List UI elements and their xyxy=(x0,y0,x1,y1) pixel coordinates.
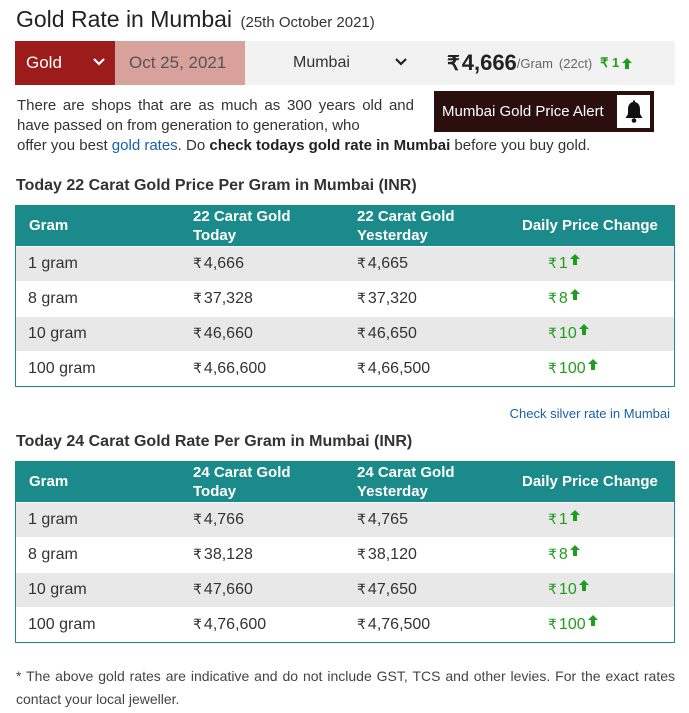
cell-yesterday xyxy=(357,255,408,273)
cell-today xyxy=(193,290,253,308)
cell-gram: 100 gram xyxy=(28,616,96,633)
date-picker[interactable] xyxy=(115,41,245,85)
cell-change-value: 10 xyxy=(558,325,577,342)
table22 xyxy=(15,205,675,387)
arrow-up-icon xyxy=(587,358,599,371)
intro-line-3 xyxy=(17,136,657,156)
cell-change-value: 8 xyxy=(558,546,568,563)
cell-change xyxy=(548,546,581,564)
price-alert-label: Mumbai Gold Price Alert xyxy=(442,103,604,120)
cell-today xyxy=(193,325,253,343)
silver-rate-link[interactable]: Check silver rate in Mumbai xyxy=(509,406,670,421)
cell-gram: 1 gram xyxy=(28,511,78,528)
cell-today xyxy=(193,616,266,634)
cell-change xyxy=(548,290,581,308)
current-rate-value: 4,666 xyxy=(461,50,517,75)
cell-gram: 8 gram xyxy=(28,290,78,307)
rupee-symbol: ₹ xyxy=(548,290,557,306)
cell-yesterday-value: 4,76,500 xyxy=(367,616,431,633)
header-today: 24 Carat Gold Today xyxy=(193,464,291,500)
rupee-symbol: ₹ xyxy=(357,616,366,632)
header-yesterday: 24 Carat Gold Yesterday xyxy=(357,464,455,500)
arrow-up-icon xyxy=(569,253,581,266)
cell-gram: 10 gram xyxy=(28,581,87,598)
current-rate-unit: /Gram xyxy=(516,55,553,71)
intro-text-4: before you buy gold. xyxy=(450,137,591,154)
table-row xyxy=(16,246,674,281)
gold-rates-link[interactable]: gold rates xyxy=(111,137,178,154)
cell-today xyxy=(193,255,244,273)
header-today: 22 Carat Gold Today xyxy=(193,208,291,244)
chevron-down-icon xyxy=(393,54,409,75)
cell-change xyxy=(548,325,590,343)
cell-today xyxy=(193,511,244,529)
city-select-value: Mumbai xyxy=(293,54,350,71)
rupee-symbol: ₹ xyxy=(357,511,366,527)
intro-text-3: . Do xyxy=(177,137,210,154)
rupee-symbol: ₹ xyxy=(193,255,202,271)
cell-today-value: 37,328 xyxy=(203,290,253,307)
rupee-symbol: ₹ xyxy=(193,616,202,632)
metal-select-value: Gold xyxy=(26,53,62,72)
cell-today xyxy=(193,360,266,378)
intro-bold-text: check todays gold rate in Mumbai xyxy=(209,137,451,154)
rupee-symbol: ₹ xyxy=(548,255,557,271)
arrow-up-icon xyxy=(569,288,581,301)
rupee-symbol: ₹ xyxy=(548,325,557,341)
rupee-symbol: ₹ xyxy=(193,546,202,562)
cell-change xyxy=(548,511,581,529)
cell-yesterday-value: 46,650 xyxy=(367,325,417,342)
table22-body xyxy=(16,246,674,386)
rupee-symbol: ₹ xyxy=(548,616,557,632)
rupee-symbol: ₹ xyxy=(193,360,202,376)
cell-yesterday-value: 4,765 xyxy=(367,511,408,528)
current-rate-carat: (22ct) xyxy=(558,55,593,71)
cell-change-value: 100 xyxy=(558,360,586,377)
cell-yesterday-value: 4,665 xyxy=(367,255,408,272)
table24 xyxy=(15,461,675,643)
header-change: Daily Price Change xyxy=(522,217,658,234)
cell-today-value: 4,666 xyxy=(203,255,244,272)
table-row xyxy=(16,537,674,572)
cell-yesterday-value: 47,650 xyxy=(367,581,417,598)
cell-yesterday-value: 38,120 xyxy=(367,546,417,563)
cell-today xyxy=(193,546,253,564)
header-gram: Gram xyxy=(29,473,69,490)
rupee-symbol: ₹ xyxy=(193,290,202,306)
intro-text-2: offer you best xyxy=(17,137,112,154)
cell-today-value: 4,76,600 xyxy=(203,616,267,633)
rupee-symbol: ₹ xyxy=(193,511,202,527)
cell-change-value: 100 xyxy=(558,616,586,633)
table24-body xyxy=(16,502,674,642)
table-header xyxy=(16,206,674,246)
cell-change xyxy=(548,255,581,273)
cell-change xyxy=(548,616,599,634)
table24-title: Today 24 Carat Gold Rate Per Gram in Mumbai (INR) xyxy=(16,433,413,450)
cell-change xyxy=(548,360,599,378)
current-rate-change-value: ₹ 1 xyxy=(600,55,620,70)
price-alert-button[interactable] xyxy=(434,91,654,132)
table22-title: Today 22 Carat Gold Price Per Gram in Mumbai (INR) xyxy=(16,177,417,194)
cell-yesterday xyxy=(357,546,417,564)
cell-change-value: 1 xyxy=(558,511,568,528)
rupee-symbol: ₹ xyxy=(357,581,366,597)
table-row xyxy=(16,351,674,386)
controls-bar xyxy=(15,41,675,85)
cell-yesterday xyxy=(357,616,430,634)
table-row xyxy=(16,572,674,607)
cell-yesterday-value: 4,66,500 xyxy=(367,360,431,377)
cell-gram: 100 gram xyxy=(28,360,96,377)
intro-text-1: There are shops that are as much as 300 years old and have passed on from generation to generation, who xyxy=(17,97,414,134)
table-row xyxy=(16,502,674,537)
cell-today-value: 38,128 xyxy=(203,546,253,563)
arrow-up-icon xyxy=(569,544,581,557)
cell-change-value: 10 xyxy=(558,581,577,598)
bell-icon xyxy=(617,95,650,128)
cell-today-value: 4,766 xyxy=(203,511,244,528)
rupee-symbol: ₹ xyxy=(193,581,202,597)
page-title-row xyxy=(16,6,375,33)
arrow-up-icon xyxy=(587,614,599,627)
arrow-up-icon xyxy=(578,323,590,336)
footnote: * The above gold rates are indicative and do not include GST, TCS and other levies. For the exact rates contact your local jeweller. xyxy=(16,668,675,707)
page-date: (25th October 2021) xyxy=(240,14,375,31)
cell-change-value: 8 xyxy=(558,290,568,307)
rupee-symbol: ₹ xyxy=(193,325,202,341)
cell-change-value: 1 xyxy=(558,255,568,272)
arrow-up-icon xyxy=(578,579,590,592)
cell-today-value: 46,660 xyxy=(203,325,253,342)
arrow-up-icon xyxy=(621,57,633,70)
cell-yesterday xyxy=(357,511,408,529)
cell-yesterday xyxy=(357,581,417,599)
city-select[interactable] xyxy=(245,41,417,85)
cell-yesterday xyxy=(357,290,417,308)
rupee-symbol: ₹ xyxy=(357,325,366,341)
cell-today-value: 47,660 xyxy=(203,581,253,598)
rupee-symbol: ₹ xyxy=(548,546,557,562)
cell-yesterday xyxy=(357,360,430,378)
rupee-symbol: ₹ xyxy=(548,360,557,376)
table-header xyxy=(16,462,674,502)
table-row xyxy=(16,281,674,316)
rupee-symbol: ₹ xyxy=(357,546,366,562)
rupee-symbol: ₹ xyxy=(357,290,366,306)
cell-gram: 8 gram xyxy=(28,546,78,563)
rupee-symbol: ₹ xyxy=(357,360,366,376)
cell-gram: 10 gram xyxy=(28,325,87,342)
page-title: Gold Rate in Mumbai xyxy=(16,6,233,32)
cell-yesterday xyxy=(357,325,417,343)
rupee-symbol: ₹ xyxy=(548,511,557,527)
cell-today-value: 4,66,600 xyxy=(203,360,267,377)
current-rate-box xyxy=(417,41,675,85)
metal-select[interactable] xyxy=(15,41,115,85)
cell-today xyxy=(193,581,253,599)
rupee-symbol: ₹ xyxy=(548,581,557,597)
rupee-symbol: ₹ xyxy=(447,52,460,75)
cell-gram: 1 gram xyxy=(28,255,78,272)
table-row xyxy=(16,316,674,351)
cell-yesterday-value: 37,320 xyxy=(367,290,417,307)
rupee-symbol: ₹ xyxy=(357,255,366,271)
header-yesterday: 22 Carat Gold Yesterday xyxy=(357,208,455,244)
current-rate-change xyxy=(600,55,633,71)
cell-change xyxy=(548,581,590,599)
header-change: Daily Price Change xyxy=(522,473,658,490)
arrow-up-icon xyxy=(569,509,581,522)
date-picker-value: Oct 25, 2021 xyxy=(129,53,227,72)
table-row xyxy=(16,607,674,642)
chevron-down-icon xyxy=(91,54,107,75)
header-gram: Gram xyxy=(29,217,69,234)
